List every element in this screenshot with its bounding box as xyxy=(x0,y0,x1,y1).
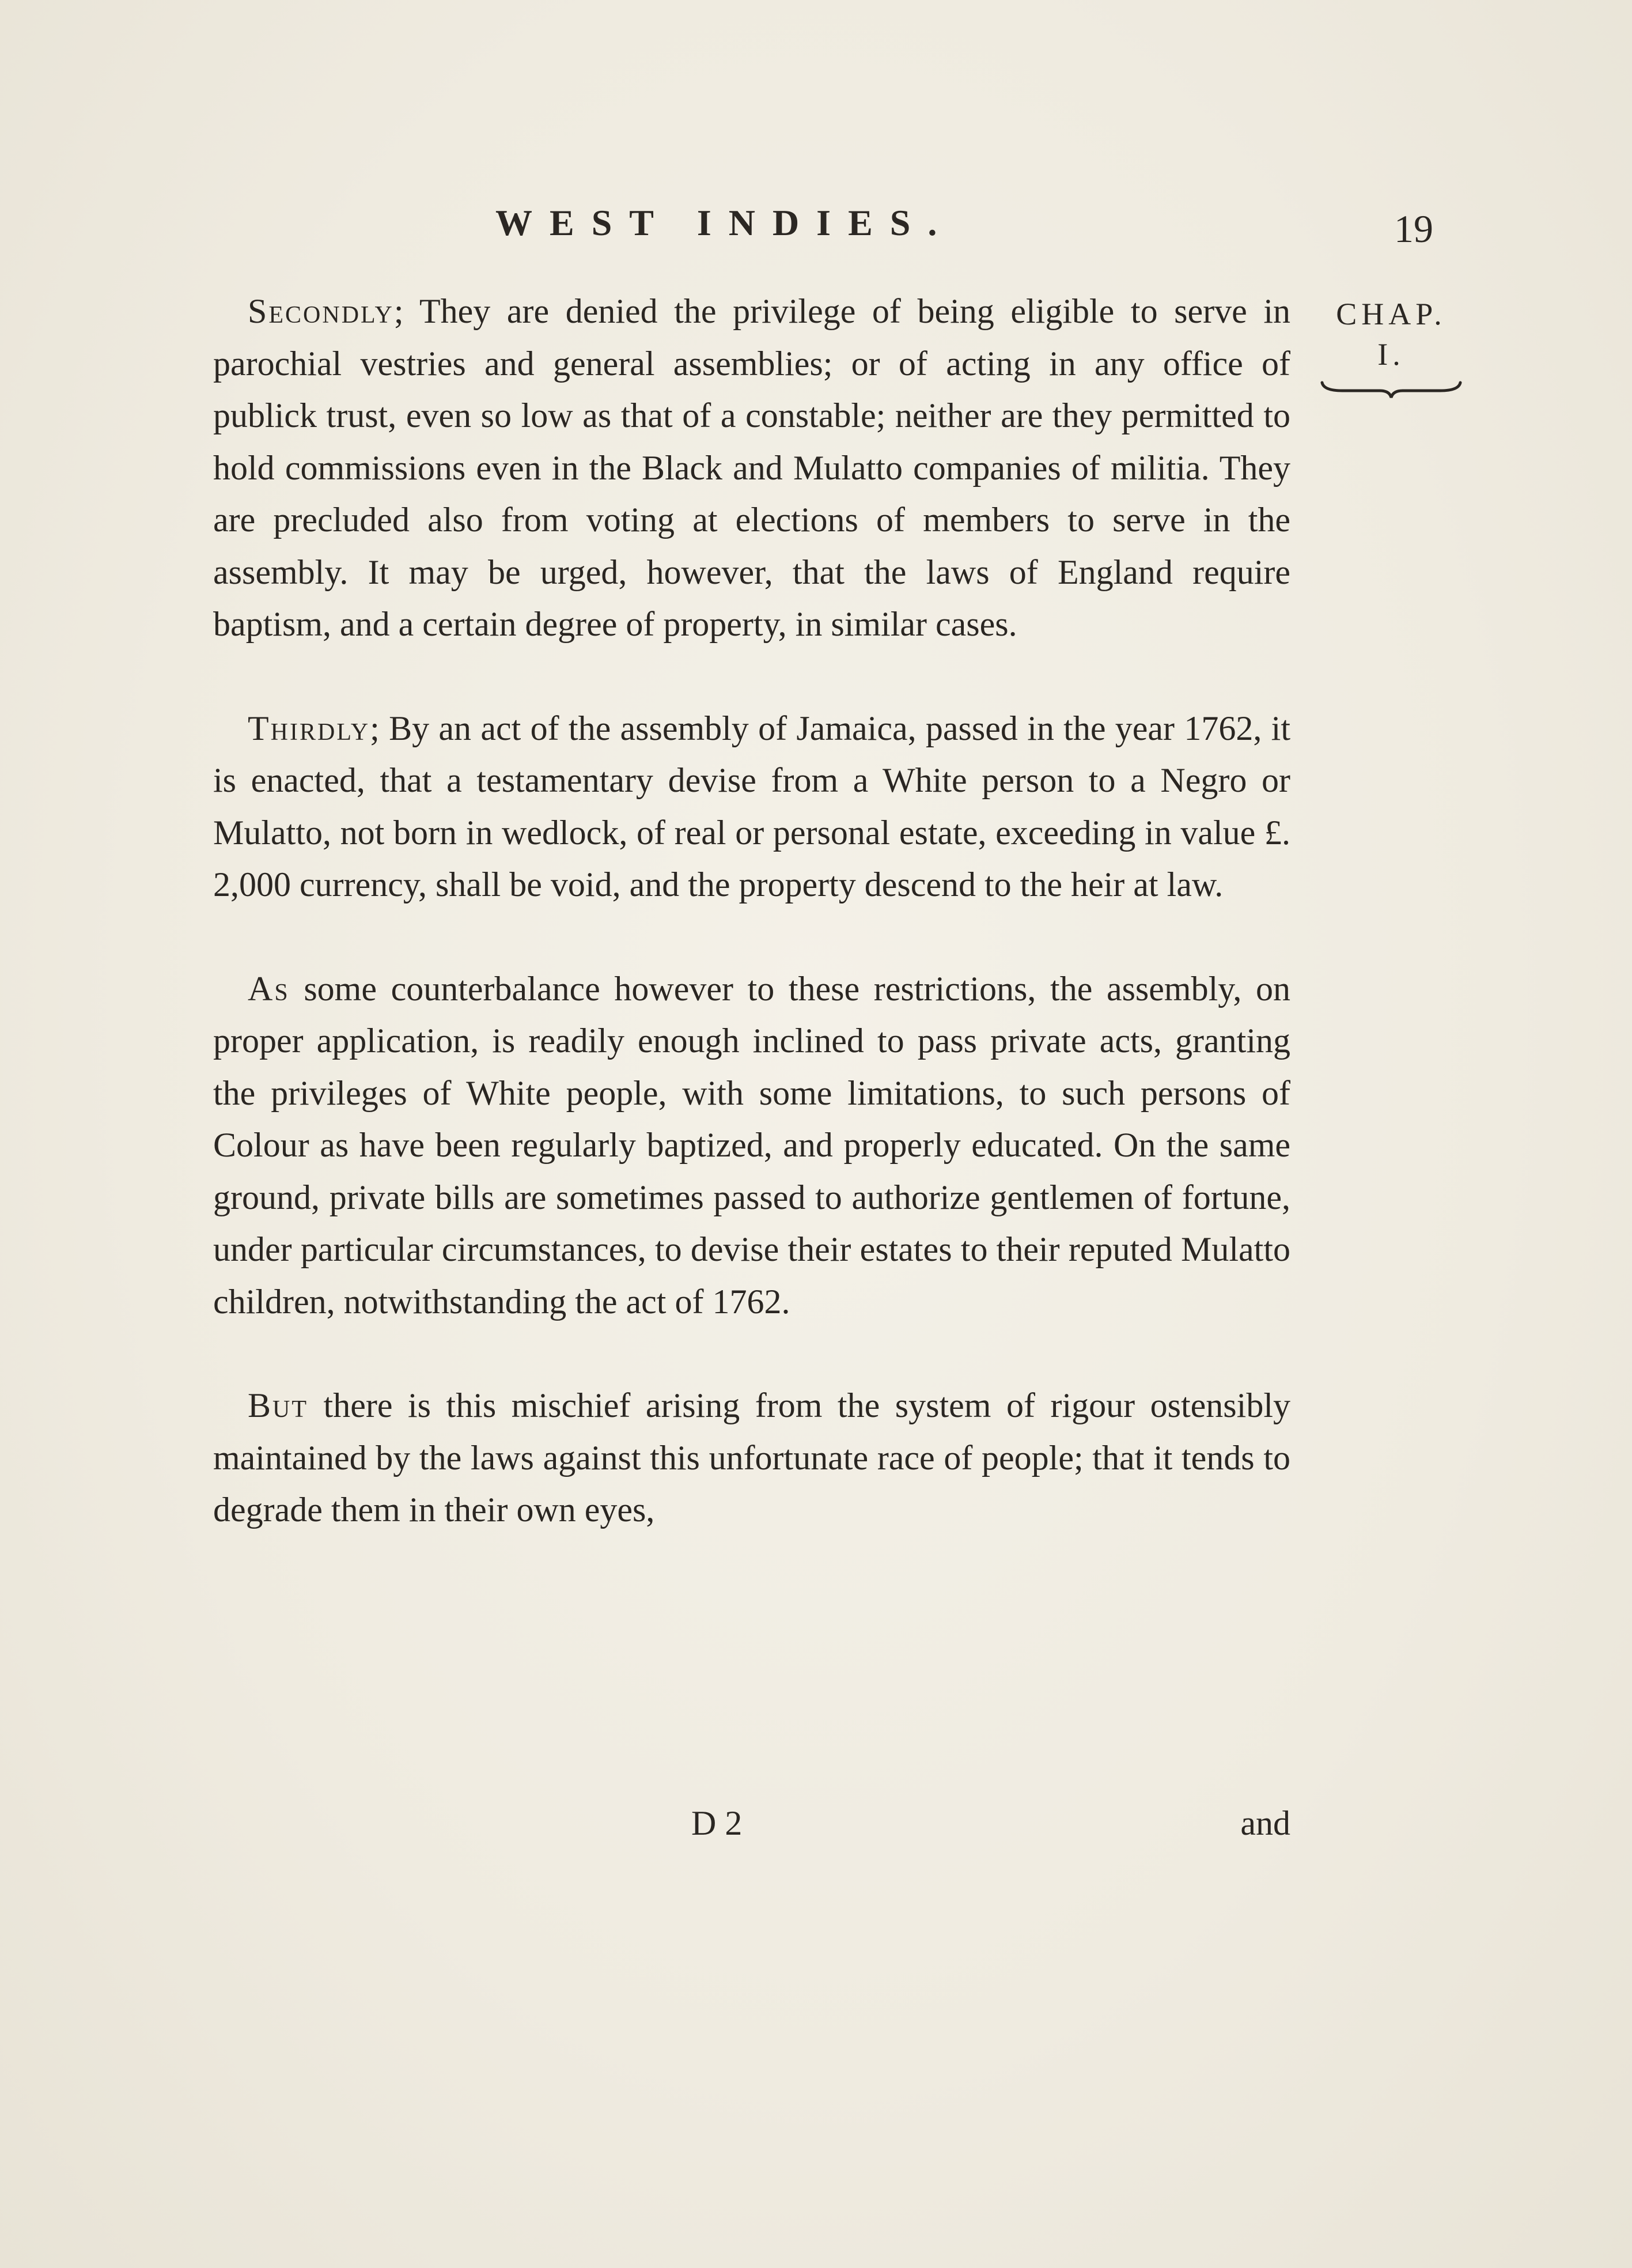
catchword: and xyxy=(1240,1804,1290,1842)
body-text xyxy=(213,285,1290,1536)
paragraph-text: some counterbalance however to these restrictions, the assembly, on proper application, is readily enough inclined to pass private acts, granting the privileges of White people, with some limitations, to such persons of Colour as have been regularly baptized, and properly educated. On the same ground, private bills are sometimes passed to authorize gentlemen of fortune, under particular circumstances, to devise their estates to their reputed Mulatto children, notwithstanding the act of 1762. xyxy=(213,969,1290,1321)
paragraph-thirdly xyxy=(213,702,1290,911)
paragraph-text: ; They are denied the privilege of being eligible to serve in parochial vestries and general assemblies; or of acting in any office of publick trust, even so low as that of a constable; neither are they permitted to hold commissions even in the Black and Mulatto companies of militia. They are precluded also from voting at elections of members to serve in the assembly. It may be urged, however, that the laws of England require baptism, and a certain degree of property, in similar cases. xyxy=(213,292,1290,643)
brace-ornament-icon xyxy=(1319,378,1463,401)
paragraph-text: ; By an act of the assembly of Jamaica, passed in the year 1762, it is enacted, that a testamentary devise from a White person to a Negro or Mulatto, not born in wedlock, of real or personal estate, exceeding in value £. 2,000 currency, shall be void, and the property descend to the heir at law. xyxy=(213,709,1290,904)
running-title: WEST INDIES. xyxy=(495,202,955,243)
chapter-margin-note xyxy=(1311,294,1472,401)
paragraph-secondly xyxy=(213,285,1290,651)
paragraph-text: there is this mischief arising from the system of rigour ostensibly maintained by the laws against this unfortunate race of people; that it tends to degrade them in their own eyes, xyxy=(213,1386,1290,1529)
paragraph-lead: But xyxy=(248,1386,309,1424)
signature-mark: D 2 xyxy=(691,1804,743,1842)
paragraph-lead: Secondly xyxy=(248,292,394,330)
page-footer xyxy=(213,1804,1290,1850)
paragraph-lead: As xyxy=(248,969,290,1008)
paragraph-counterbalance xyxy=(213,963,1290,1328)
chapter-numeral: I. xyxy=(1377,337,1405,372)
paragraph-mischief xyxy=(213,1379,1290,1536)
chapter-label: CHAP. xyxy=(1336,297,1447,331)
paragraph-lead: Thirdly xyxy=(248,709,370,747)
page-number: 19 xyxy=(1394,207,1433,251)
